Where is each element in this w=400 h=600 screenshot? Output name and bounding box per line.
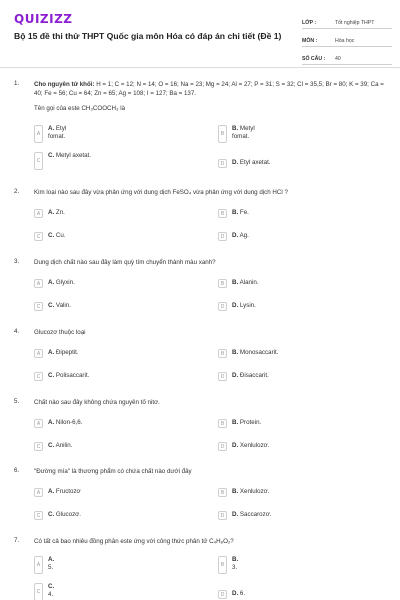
meta-row-class	[302, 13, 392, 29]
option-label: A. Fructozơ	[48, 488, 81, 495]
option-b[interactable]	[218, 349, 278, 358]
option-badge: C	[34, 232, 43, 241]
question-text: Kim loại nào sau đây vừa phản ứng với dung dịch FeSO₄ vừa phản ứng với dung dịch HCl ?	[34, 189, 288, 196]
option-badge: D	[218, 442, 227, 451]
option-badge: B	[218, 419, 227, 428]
option-label: B. Monosaccarit.	[232, 349, 279, 356]
option-badge: C	[34, 152, 43, 170]
meta-key: MÔN :	[302, 38, 318, 44]
option-label: D. Lysin.	[232, 302, 256, 309]
option-c[interactable]	[34, 583, 56, 600]
option-a[interactable]	[34, 419, 82, 428]
meta-value: 40	[335, 56, 341, 62]
meta-value: Hóa học	[335, 38, 355, 44]
meta-value: Tốt nghiệp THPT	[335, 20, 375, 26]
option-label: B. Metyl fomat.	[232, 125, 255, 140]
option-label: C. Polisaccarit.	[48, 372, 90, 379]
option-badge: D	[218, 302, 227, 311]
meta-key: LỚP :	[302, 20, 317, 26]
option-label: D. Ag.	[232, 232, 249, 239]
question-number: 6.	[14, 467, 20, 474]
option-d[interactable]	[218, 159, 271, 168]
option-c[interactable]	[34, 372, 89, 381]
option-label: B. Alanin.	[232, 279, 259, 286]
option-badge: B	[218, 279, 227, 288]
option-badge: A	[34, 349, 43, 358]
option-c[interactable]	[34, 302, 71, 311]
document-title: Bộ 15 đề thi thử THPT Quốc gia môn Hóa có đáp án chi tiết (Đề 1)	[14, 31, 282, 41]
option-badge: D	[218, 511, 227, 520]
quizizz-logo: QUIZIZZ	[14, 12, 73, 26]
meta-row-subject	[302, 31, 392, 47]
question-number: 2.	[14, 188, 20, 195]
option-badge: C	[34, 302, 43, 311]
option-a[interactable]	[34, 556, 56, 574]
option-d[interactable]	[218, 232, 249, 241]
question-text: Có tất cả bao nhiêu đồng phân este ứng với công thức phân tử C₄H₈O₂?	[34, 538, 234, 545]
worksheet-header	[0, 0, 400, 64]
option-label: C. Metyl axetat.	[48, 152, 91, 159]
option-d[interactable]	[218, 442, 269, 451]
option-badge: C	[34, 583, 43, 600]
option-c[interactable]	[34, 232, 66, 241]
option-label: A. Zn.	[48, 209, 65, 216]
option-label: B. Protein.	[232, 419, 262, 426]
option-label: D. Xenlulozơ.	[232, 442, 270, 449]
question-body: H = 1; C = 12; N = 14; O = 16; Na = 23; Mg = 24; Al = 27; P = 31; S = 32; Cl = 35,5; Br = 80; K = 39; Ca = 40; Fe = 56; Cu = 64; Zn = 65; Ag = 108; I = 127; Ba = 137.	[34, 81, 384, 97]
option-b[interactable]	[218, 279, 259, 288]
question-number: 3.	[14, 258, 20, 265]
option-label: A. Đipeptit.	[48, 349, 79, 356]
question-text	[34, 80, 390, 98]
option-badge: A	[34, 556, 43, 574]
question-number: 1.	[14, 80, 20, 87]
option-d[interactable]	[218, 590, 245, 599]
option-d[interactable]	[218, 511, 272, 520]
option-label: A. Glyxin.	[48, 279, 75, 286]
option-b[interactable]	[218, 488, 269, 497]
option-badge: D	[218, 590, 227, 599]
option-label: D. 6.	[232, 590, 246, 597]
option-label: A. Etyl fomat.	[48, 125, 67, 140]
option-label: D. Saccarozơ.	[232, 511, 272, 518]
option-badge: C	[34, 372, 43, 381]
meta-row-count	[302, 49, 392, 65]
option-label: C. Cu.	[48, 232, 66, 239]
option-label: D. Đisaccarit.	[232, 372, 269, 379]
option-badge: A	[34, 419, 43, 428]
option-badge: B	[218, 125, 227, 143]
option-a[interactable]	[34, 125, 82, 143]
option-c[interactable]	[34, 442, 72, 451]
option-badge: B	[218, 488, 227, 497]
option-a[interactable]	[34, 279, 75, 288]
option-label: B. Xenlulozơ.	[232, 488, 270, 495]
option-label: B. Fe.	[232, 209, 249, 216]
question-subtext: Tên gọi của este CH₃COOCH₃ là	[34, 105, 126, 112]
option-badge: C	[34, 511, 43, 520]
option-label: B. 3.	[232, 556, 239, 571]
option-badge: C	[34, 442, 43, 451]
meta-key: SỐ CÂU :	[302, 56, 326, 62]
option-label: A. Nilon-6,6.	[48, 419, 83, 426]
option-c[interactable]	[34, 511, 81, 520]
header-divider	[0, 67, 400, 68]
option-label: D. Etyl axetat.	[232, 159, 271, 166]
option-badge: D	[218, 232, 227, 241]
question-text: Glucozơ thuộc loại	[34, 329, 86, 336]
option-c[interactable]	[34, 152, 91, 170]
option-d[interactable]	[218, 302, 256, 311]
option-label: C. 4.	[48, 583, 55, 598]
question-number: 5.	[14, 398, 20, 405]
option-label: C. Valin.	[48, 302, 71, 309]
option-a[interactable]	[34, 488, 81, 497]
option-badge: D	[218, 159, 227, 168]
option-badge: B	[218, 209, 227, 218]
question-lead: Cho nguyên tử khối:	[34, 81, 95, 88]
option-b[interactable]	[218, 419, 261, 428]
option-label: C. Glucozơ.	[48, 511, 81, 518]
option-badge: A	[34, 279, 43, 288]
meta-panel	[302, 13, 392, 67]
option-a[interactable]	[34, 209, 65, 218]
option-badge: A	[34, 125, 43, 143]
question-number: 4.	[14, 328, 20, 335]
option-badge: D	[218, 372, 227, 381]
option-b[interactable]	[218, 125, 272, 143]
question-text: "Đường mía" là thương phẩm có chứa chất nào dưới đây	[34, 468, 192, 475]
option-b[interactable]	[218, 556, 240, 574]
question-text: Dung dịch chất nào sau đây làm quỳ tím chuyển thành màu xanh?	[34, 259, 216, 266]
option-label: A. 5.	[48, 556, 55, 571]
option-badge: B	[218, 556, 227, 574]
question-text: Chất nào sau đây không chứa nguyên tố nitơ.	[34, 399, 160, 406]
question-number: 7.	[14, 537, 20, 544]
option-label: C. Anilin.	[48, 442, 73, 449]
option-badge: A	[34, 488, 43, 497]
option-d[interactable]	[218, 372, 269, 381]
option-badge: B	[218, 349, 227, 358]
option-a[interactable]	[34, 349, 79, 358]
option-badge: A	[34, 209, 43, 218]
option-b[interactable]	[218, 209, 249, 218]
